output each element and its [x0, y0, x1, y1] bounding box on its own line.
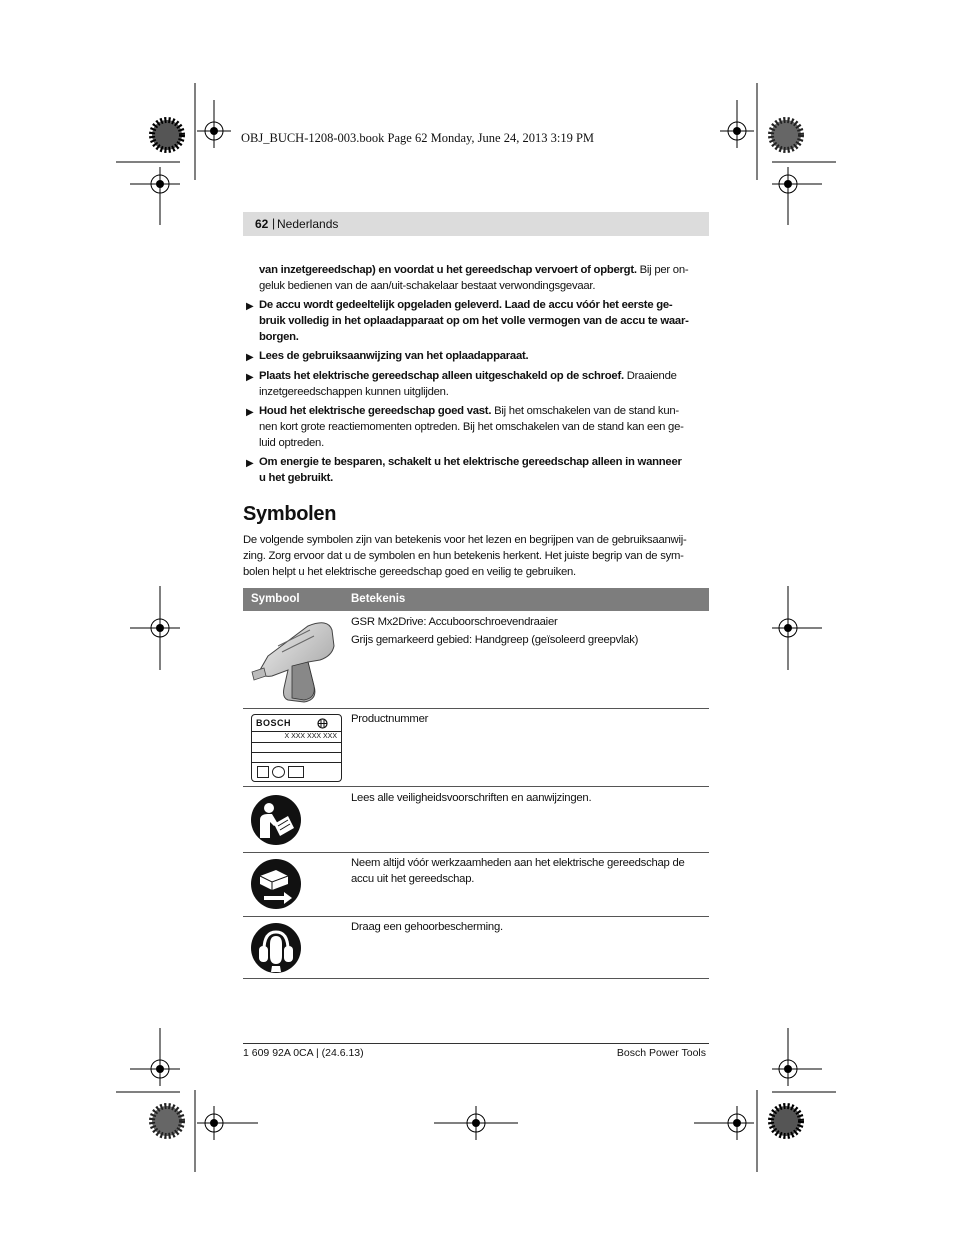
text: geluk bedienen van de aan/uit-schakelaar bestaat verwondingsgevaar.	[259, 280, 596, 292]
bold-text: u het gebruikt.	[259, 472, 334, 484]
table-cell-meaning	[351, 614, 709, 648]
footer-divider	[243, 1043, 709, 1044]
bold-text: bruik volledig in het oplaadapparaat op om het volle vermogen van de accu te waar-	[259, 315, 689, 327]
plate-circle-icon	[272, 766, 285, 778]
bullet-arrow-icon: ▶	[246, 407, 254, 418]
text: Grijs gemarkeerd gebied: Handgreep (geïsoleerd greepvlak)	[351, 634, 639, 646]
bullet-arrow-icon: ▶	[246, 372, 254, 383]
screwdriver-image	[248, 616, 344, 704]
bullet-item	[259, 297, 711, 345]
bullet-arrow-icon: ▶	[246, 352, 254, 363]
bullet-item	[259, 403, 711, 451]
row-divider	[243, 978, 709, 979]
row-divider	[243, 708, 709, 709]
bullet-item	[259, 368, 711, 400]
print-slug: OBJ_BUCH-1208-003.book Page 62 Monday, June 24, 2013 3:19 PM	[241, 131, 595, 145]
remove-battery-icon	[250, 858, 302, 910]
table-cell-meaning	[351, 855, 709, 887]
text: luid optreden.	[259, 437, 324, 449]
row-divider	[243, 786, 709, 787]
nameplate-icon	[251, 714, 342, 782]
bullet-arrow-icon: ▶	[246, 458, 254, 469]
text: Bij het omschakelen van de stand kun-	[491, 405, 679, 417]
column-header-symbol: Symbool	[251, 593, 300, 605]
bullet-item	[259, 454, 711, 486]
page-number: 62	[255, 217, 269, 231]
text: zing. Zorg ervoor dat u de symbolen en hun betekenis herkent. Het juiste begrip van de sym-	[243, 550, 684, 562]
text: Productnummer	[351, 713, 429, 725]
page-header	[243, 212, 709, 236]
text: Bij per on-	[636, 264, 689, 276]
bold-text: De accu wordt gedeeltelijk opgeladen geleverd. Laad de accu vóór het eerste ge-	[259, 299, 673, 311]
read-manual-icon	[250, 794, 302, 846]
text: Draag een gehoorbescherming.	[351, 921, 503, 933]
text: bolen helpt u het elektrische gereedschap goed en veilig te gebruiken.	[243, 566, 576, 578]
bold-text: van inzetgereedschap) en voordat u het gereedschap vervoert of opbergt.	[259, 264, 637, 276]
ear-protection-icon	[250, 922, 302, 974]
text: inzetgereedschappen kunnen uitglijden.	[259, 386, 449, 398]
text: Lees alle veiligheidsvoorschriften en aanwijzingen.	[351, 792, 592, 804]
section-intro	[243, 532, 711, 580]
bosch-logo-icon	[317, 718, 328, 729]
bold-text: Om energie te besparen, schakelt u het elektrische gereedschap alleen in wanneer	[259, 456, 682, 468]
plate-rectangle-icon	[288, 766, 304, 778]
plate-brand: BOSCH	[256, 718, 292, 728]
bold-text: borgen.	[259, 331, 299, 343]
section-name: Nederlands	[277, 217, 339, 231]
text: accu uit het gereedschap.	[351, 873, 475, 885]
footer-brand: Bosch Power Tools	[616, 1047, 706, 1059]
row-divider	[243, 852, 709, 853]
text: De volgende symbolen zijn van betekenis voor het lezen en begrijpen van de gebruiksaanwij-	[243, 534, 687, 546]
text: nen kort grote reactiemomenten optreden. Bij het omschakelen van de stand kan een ge-	[259, 421, 684, 433]
text: Draaiende	[623, 370, 677, 382]
text: GSR Mx2Drive: Accuboorschroevendraaier	[351, 616, 558, 628]
paragraph	[259, 262, 711, 294]
bold-text: Lees de gebruiksaanwijzing van het oplaadapparaat.	[259, 350, 529, 362]
footer-doc-number: 1 609 92A 0CA | (24.6.13)	[243, 1047, 364, 1059]
bold-text: Houd het elektrische gereedschap goed vast.	[259, 405, 492, 417]
text: Neem altijd vóór werkzaamheden aan het elektrische gereedschap de	[351, 857, 685, 869]
table-cell-meaning	[351, 919, 709, 935]
bold-text: Plaats het elektrische gereedschap alleen uitgeschakeld op de schroef.	[259, 370, 624, 382]
plate-number: X XXX XXX XXX	[284, 733, 337, 740]
section-title: Symbolen	[243, 503, 337, 525]
row-divider	[243, 916, 709, 917]
plate-square-icon	[257, 766, 269, 778]
table-cell-meaning	[351, 790, 709, 806]
table-header	[243, 588, 709, 611]
bullet-arrow-icon: ▶	[246, 301, 254, 312]
table-cell-meaning	[351, 711, 709, 727]
header-separator: |	[272, 216, 276, 230]
column-header-meaning: Betekenis	[351, 593, 406, 605]
bullet-item	[259, 348, 711, 364]
